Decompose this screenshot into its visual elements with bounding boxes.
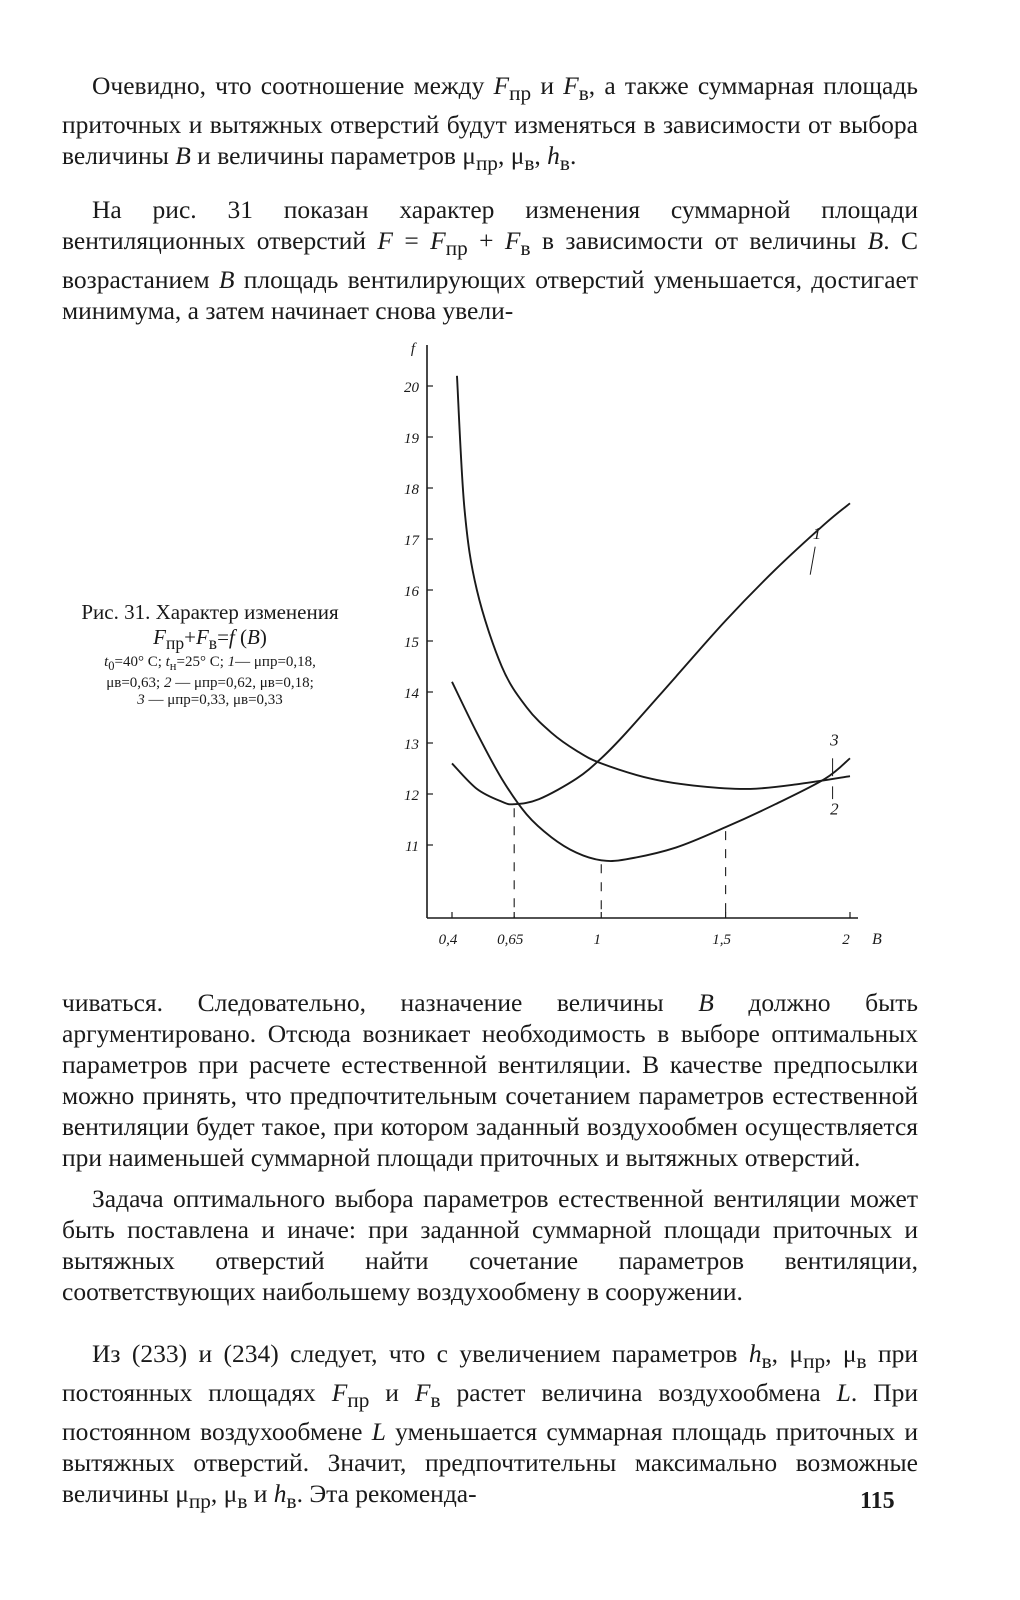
paragraph-2: На рис. 31 показан характер изменения суммарной площади вентиляционных отверстий $F = F_{пр} + F_в$ в зависимости от величины В. С возрастанием В площадь вентилирующих отверстий уменьшается, достигает минимума, а затем начинает снова увели- bbox=[62, 195, 918, 326]
x-tick-label: 1 bbox=[593, 932, 601, 948]
y-tick-label: 19 bbox=[404, 431, 419, 447]
paragraph-3: чиваться. Следовательно, назначение величины В должно быть аргументировано. Отсюда возникает необходимость в выборе оптимальных параметров при расчете естественной вентиляции. В качестве предпосылки можно принять, что предпочтительным сочетанием параметров естественной вентиляции будет такое, при котором заданный воздухообмен осуществляется при наименьшей суммарной площади приточных и вытяжных отверстий. bbox=[62, 988, 918, 1172]
series-line-2 bbox=[457, 376, 850, 789]
y-tick-label: 12 bbox=[404, 788, 419, 804]
y-tick-label: 15 bbox=[404, 635, 419, 651]
y-tick-label: 16 bbox=[404, 584, 419, 600]
x-tick-label: 0,65 bbox=[497, 932, 524, 948]
x-tick-label: 0,4 bbox=[438, 932, 458, 948]
series-label-3: 3 bbox=[830, 730, 839, 750]
y-tick-label: 20 bbox=[404, 380, 419, 396]
paragraph-4: Задача оптимального выбора параметров естественной вентиляции может быть поставлена и иначе: при заданной суммарной площади приточных и вытяжных отверстий найти сочетание параметров вентиляции, соответствующих наибольшему воздухообмену в сооружении. bbox=[62, 1184, 918, 1306]
x-tick-label: 2 bbox=[842, 932, 850, 948]
y-tick-label: 11 bbox=[405, 839, 419, 855]
paragraph-1: Очевидно, что соотношение между $F_{пр}$ и $F_в$, а также суммарная площадь приточных и вытяжных отверстий будут изменяться в зависимости от выбора величины В и величины параметров $\mu_{пр}$, $\mu_в$, $h_в$. bbox=[62, 71, 918, 176]
y-tick-label: 17 bbox=[404, 533, 419, 549]
figure-caption-title: Рис. 31. Характер изменения $F_{пр}+F_в=f$ (В) bbox=[81, 600, 339, 654]
series-line-1 bbox=[452, 503, 850, 804]
page-number: 115 bbox=[860, 1488, 895, 1514]
y-tick-label: 18 bbox=[404, 482, 419, 498]
series-line-3 bbox=[452, 682, 850, 861]
x-axis-label: B bbox=[872, 931, 882, 948]
paragraph-5: Из (233) и (234) следует, что с увеличением параметров $h_в$, $\mu_{пр}$, $\mu_в$ при постоянных площадях $F_{пр}$ и $F_в$ растет величина воздухообмена L. При постоянном воздухообмене L уменьшается суммарная площадь приточных и вытяжных отверстий. Значит, предпочтительны максимально возможные величины $\mu_{пр}$, $\mu_в$ и $h_в$. Эта рекоменда- bbox=[62, 1339, 918, 1514]
y-tick-label: 13 bbox=[404, 737, 419, 753]
x-tick-label: 1,5 bbox=[712, 932, 731, 948]
series-label-1: 1 bbox=[812, 524, 822, 543]
series-label-2: 2 bbox=[830, 799, 839, 819]
y-axis-label: f bbox=[410, 341, 415, 357]
figure-caption-legend: $t_0=40^\circ$ С; $t_н=25^\circ$ С; 1— μпр=0,18, μв=0,63; 2 — μпр=0,62, μв=0,18; 3 — μпр=0,33, μв=0,33 bbox=[104, 654, 316, 708]
y-tick-label: 14 bbox=[404, 686, 419, 702]
leader-line-1 bbox=[810, 547, 815, 575]
